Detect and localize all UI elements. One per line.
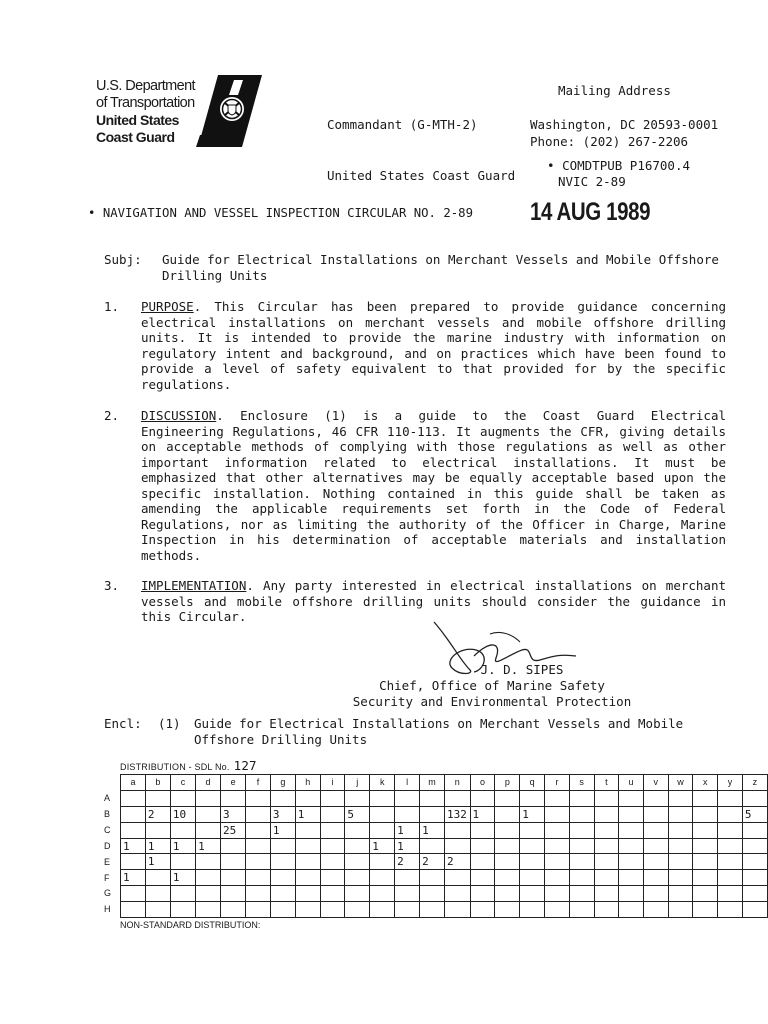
- distribution-row-label: F: [104, 872, 110, 883]
- distribution-cell: [545, 902, 570, 918]
- distribution-row-label: G: [104, 888, 112, 899]
- distribution-cell: [121, 854, 146, 870]
- distribution-cell: [270, 790, 295, 806]
- distribution-cell: [320, 870, 345, 886]
- distribution-cell: [545, 886, 570, 902]
- distribution-cell: [420, 886, 445, 902]
- distribution-cell: [594, 806, 619, 822]
- paragraph-heading: IMPLEMENTATION: [141, 578, 247, 593]
- distribution-cell: [295, 902, 320, 918]
- distribution-cell: [495, 806, 520, 822]
- distribution-cell: [420, 790, 445, 806]
- distribution-cell: 2: [445, 854, 471, 870]
- mailing-address: [530, 82, 718, 150]
- distribution-cell: [420, 902, 445, 918]
- paragraph-number: 1.: [104, 299, 120, 314]
- distribution-cell: [619, 822, 644, 838]
- distribution-cell: [742, 870, 767, 886]
- distribution-cell: [470, 822, 495, 838]
- distribution-cell: [594, 886, 619, 902]
- mailing-phone: Phone: (202) 267-2206: [530, 134, 689, 149]
- distribution-cell: [718, 854, 743, 870]
- distribution-column-header: i: [320, 775, 345, 791]
- distribution-column-header: b: [145, 775, 170, 791]
- distribution-cell: [545, 790, 570, 806]
- distribution-cell: [270, 838, 295, 854]
- distribution-cell: 10: [170, 806, 195, 822]
- distribution-cell: [470, 854, 495, 870]
- distribution-cell: [594, 838, 619, 854]
- enclosure-text: Guide for Electrical Installations on Merchant Vessels and Mobile Offshore Drilling Units: [194, 716, 684, 747]
- commandant-address: [327, 82, 515, 201]
- distribution-cell: [495, 870, 520, 886]
- distribution-cell: [718, 790, 743, 806]
- distribution-cell: [370, 822, 395, 838]
- distribution-label: DISTRIBUTION - SDL No.: [120, 762, 230, 772]
- distribution-cell: [520, 838, 545, 854]
- distribution-cell: [246, 902, 271, 918]
- distribution-cell: [221, 902, 246, 918]
- distribution-cell: [643, 822, 668, 838]
- distribution-cell: [145, 902, 170, 918]
- distribution-cell: [121, 790, 146, 806]
- distribution-cell: [520, 886, 545, 902]
- distribution-cell: [221, 854, 246, 870]
- distribution-cell: [495, 822, 520, 838]
- distribution-cell: [445, 838, 471, 854]
- distribution-cell: [246, 838, 271, 854]
- distribution-cell: [420, 838, 445, 854]
- distribution-cell: [718, 806, 743, 822]
- distribution-cell: [520, 870, 545, 886]
- distribution-cell: [495, 886, 520, 902]
- distribution-column-header: c: [170, 775, 195, 791]
- distribution-cell: [569, 854, 594, 870]
- distribution-cell: [246, 790, 271, 806]
- distribution-cell: [495, 790, 520, 806]
- paragraph-heading: DISCUSSION: [141, 408, 217, 423]
- distribution-row: [121, 854, 768, 870]
- sdl-number: 127: [233, 758, 257, 773]
- distribution-cell: [545, 854, 570, 870]
- distribution-cell: [545, 870, 570, 886]
- distribution-cell: [668, 870, 693, 886]
- distribution-column-header: f: [246, 775, 271, 791]
- distribution-cell: 3: [270, 806, 295, 822]
- distribution-column-header: j: [345, 775, 370, 791]
- distribution-table: [120, 774, 768, 918]
- distribution-cell: [545, 806, 570, 822]
- distribution-cell: [520, 790, 545, 806]
- distribution-row-label: D: [104, 840, 111, 851]
- distribution-cell: [196, 854, 221, 870]
- distribution-cell: [619, 838, 644, 854]
- distribution-cell: 25: [221, 822, 246, 838]
- distribution-cell: [643, 870, 668, 886]
- commandant-line-1: Commandant (G-MTH-2): [327, 117, 478, 132]
- distribution-cell: [643, 806, 668, 822]
- distribution-cell: [693, 902, 718, 918]
- distribution-cell: [520, 854, 545, 870]
- distribution-column-header: h: [295, 775, 320, 791]
- distribution-cell: 1: [270, 822, 295, 838]
- distribution-cell: 3: [221, 806, 246, 822]
- bullet-mark: •: [88, 206, 103, 220]
- distribution-cell: [221, 886, 246, 902]
- distribution-row-label: E: [104, 856, 111, 867]
- distribution-row: [121, 822, 768, 838]
- distribution-cell: [221, 870, 246, 886]
- distribution-cell: [170, 886, 195, 902]
- distribution-cell: [668, 886, 693, 902]
- distribution-cell: [320, 838, 345, 854]
- distribution-cell: [370, 806, 395, 822]
- distribution-column-header: l: [395, 775, 420, 791]
- distribution-cell: [594, 790, 619, 806]
- agency-line-1: U.S. Department: [96, 78, 195, 94]
- distribution-cell: [221, 790, 246, 806]
- distribution-cell: [495, 838, 520, 854]
- distribution-cell: [320, 854, 345, 870]
- distribution-cell: [345, 790, 370, 806]
- subject-label: Subj:: [104, 252, 142, 267]
- distribution-cell: [693, 822, 718, 838]
- distribution-title: [120, 758, 257, 773]
- distribution-cell: [345, 822, 370, 838]
- distribution-cell: [643, 902, 668, 918]
- distribution-cell: [445, 790, 471, 806]
- distribution-cell: [145, 822, 170, 838]
- distribution-cell: [693, 870, 718, 886]
- distribution-cell: [221, 838, 246, 854]
- distribution-cell: 1: [145, 854, 170, 870]
- distribution-cell: [370, 902, 395, 918]
- distribution-cell: [320, 790, 345, 806]
- distribution-cell: [495, 902, 520, 918]
- distribution-cell: [145, 870, 170, 886]
- bullet-mark: •: [547, 158, 563, 173]
- distribution-cell: [693, 854, 718, 870]
- distribution-cell: [693, 838, 718, 854]
- distribution-cell: [594, 854, 619, 870]
- distribution-header-row: [121, 775, 768, 791]
- paragraph-body: . Enclosure (1) is a guide to the Coast Guard Electrical Engineering Regulations, 46 CFR 110-113. It augments the CFR, giving details on acceptable methods of complying with those regulations as well as other important information related to electrical installations. It must be emphasized that other alternatives may be equally acceptable based upon the specific installation. Nothing contained in this guide shall be taken as amending the applicable requirements set forth in the Code of Federal Regulations, nor as limiting the authority of the Officer in Charge, Marine Inspection in his determination of acceptable materials and installation methods.: [141, 408, 726, 563]
- distribution-cell: 1: [145, 838, 170, 854]
- distribution-cell: 1: [295, 806, 320, 822]
- distribution-cell: [742, 886, 767, 902]
- distribution-row-labels: [104, 791, 111, 918]
- signer-title-1: Chief, Office of Marine Safety: [379, 678, 605, 693]
- enclosure-label: Encl:: [104, 716, 142, 731]
- distribution-cell: [569, 822, 594, 838]
- distribution-cell: [742, 822, 767, 838]
- distribution-cell: [246, 870, 271, 886]
- distribution-cell: [668, 854, 693, 870]
- distribution-row: [121, 886, 768, 902]
- distribution-column-header: t: [594, 775, 619, 791]
- distribution-cell: [569, 870, 594, 886]
- distribution-column-header: z: [742, 775, 767, 791]
- circular-date: 14 AUG 1989: [530, 198, 651, 226]
- distribution-cell: [693, 790, 718, 806]
- distribution-cell: [145, 790, 170, 806]
- distribution-cell: [693, 886, 718, 902]
- distribution-cell: [196, 902, 221, 918]
- distribution-cell: [196, 790, 221, 806]
- agency-line-4: Coast Guard: [96, 129, 175, 145]
- distribution-cell: 2: [395, 854, 420, 870]
- distribution-cell: [742, 854, 767, 870]
- distribution-cell: [345, 886, 370, 902]
- distribution-row-label: B: [104, 808, 111, 819]
- distribution-row-label: H: [104, 904, 111, 915]
- publication-number: [547, 158, 690, 190]
- distribution-cell: [594, 822, 619, 838]
- distribution-cell: [395, 806, 420, 822]
- distribution-cell: [668, 902, 693, 918]
- distribution-cell: [668, 790, 693, 806]
- distribution-cell: [395, 902, 420, 918]
- distribution-cell: [619, 790, 644, 806]
- distribution-cell: [520, 902, 545, 918]
- distribution-cell: [643, 886, 668, 902]
- distribution-cell: [295, 838, 320, 854]
- distribution-row: [121, 790, 768, 806]
- distribution-cell: [569, 886, 594, 902]
- distribution-cell: 1: [520, 806, 545, 822]
- distribution-cell: 1: [470, 806, 495, 822]
- distribution-cell: [320, 822, 345, 838]
- distribution-column-header: q: [520, 775, 545, 791]
- distribution-cell: [643, 854, 668, 870]
- distribution-column-header: p: [495, 775, 520, 791]
- distribution-cell: [619, 886, 644, 902]
- nvic-number: NVIC 2-89: [558, 174, 626, 189]
- distribution-cell: 1: [420, 822, 445, 838]
- distribution-column-header: r: [545, 775, 570, 791]
- distribution-cell: 1: [170, 838, 195, 854]
- distribution-cell: 2: [420, 854, 445, 870]
- distribution-cell: 1: [121, 870, 146, 886]
- distribution-cell: [246, 822, 271, 838]
- distribution-row: [121, 902, 768, 918]
- commandant-line-2: United States Coast Guard: [327, 168, 516, 183]
- distribution-column-header: o: [470, 775, 495, 791]
- distribution-cell: [718, 838, 743, 854]
- distribution-cell: [270, 886, 295, 902]
- distribution-cell: [270, 902, 295, 918]
- paragraph-body: . Any party interested in electrical installations on merchant vessels and mobile offshore drilling units should consider the guidance in this Circular.: [141, 578, 726, 624]
- distribution-cell: [295, 822, 320, 838]
- distribution-column-header: g: [270, 775, 295, 791]
- distribution-cell: [295, 886, 320, 902]
- mailing-label: Mailing Address: [558, 83, 671, 98]
- distribution-cell: [742, 790, 767, 806]
- distribution-cell: [196, 870, 221, 886]
- distribution-cell: 1: [395, 822, 420, 838]
- distribution-cell: [420, 806, 445, 822]
- distribution-column-header: m: [420, 775, 445, 791]
- comdtpub-number: COMDTPUB P16700.4: [562, 158, 690, 173]
- distribution-column-header: k: [370, 775, 395, 791]
- distribution-cell: [121, 806, 146, 822]
- distribution-column-header: n: [445, 775, 471, 791]
- distribution-cell: [470, 902, 495, 918]
- distribution-cell: [470, 870, 495, 886]
- coast-guard-emblem-icon: [196, 75, 262, 147]
- distribution-cell: 1: [196, 838, 221, 854]
- distribution-column-header: s: [569, 775, 594, 791]
- distribution-cell: [196, 822, 221, 838]
- distribution-cell: [668, 838, 693, 854]
- distribution-cell: [145, 886, 170, 902]
- paragraph-number: 3.: [104, 578, 120, 593]
- distribution-row: [121, 838, 768, 854]
- distribution-cell: [345, 902, 370, 918]
- distribution-cell: [121, 902, 146, 918]
- distribution-cell: 1: [395, 838, 420, 854]
- distribution-cell: [370, 790, 395, 806]
- enclosure-number: (1): [158, 716, 181, 731]
- distribution-cell: [718, 822, 743, 838]
- circular-title-text: NAVIGATION AND VESSEL INSPECTION CIRCULAR NO. 2-89: [102, 206, 473, 220]
- distribution-cell: [520, 822, 545, 838]
- distribution-row-label: A: [104, 793, 111, 803]
- non-standard-distribution: NON-STANDARD DISTRIBUTION:: [120, 920, 261, 930]
- distribution-cell: [246, 806, 271, 822]
- distribution-column-header: d: [196, 775, 221, 791]
- distribution-row-label: C: [104, 824, 111, 835]
- distribution-cell: [742, 902, 767, 918]
- distribution-column-header: y: [718, 775, 743, 791]
- distribution-cell: 5: [345, 806, 370, 822]
- distribution-cell: [643, 790, 668, 806]
- distribution-cell: [445, 870, 471, 886]
- distribution-cell: [693, 806, 718, 822]
- mailing-city: Washington, DC 20593-0001: [530, 117, 719, 132]
- distribution-cell: [370, 886, 395, 902]
- distribution-cell: 1: [370, 838, 395, 854]
- distribution-column-header: a: [121, 775, 146, 791]
- distribution-cell: [121, 886, 146, 902]
- distribution-cell: [470, 886, 495, 902]
- paragraph-number: 2.: [104, 408, 120, 423]
- distribution-cell: [594, 870, 619, 886]
- signer-block: [352, 662, 632, 710]
- signer-name: J. D. SIPES: [480, 662, 564, 677]
- distribution-cell: [569, 902, 594, 918]
- distribution-cell: [395, 886, 420, 902]
- distribution-cell: [170, 902, 195, 918]
- signer-title-2: Security and Environmental Protection: [352, 694, 632, 709]
- distribution-cell: [170, 854, 195, 870]
- distribution-cell: [619, 902, 644, 918]
- distribution-cell: [594, 902, 619, 918]
- distribution-cell: [718, 902, 743, 918]
- distribution-cell: [121, 822, 146, 838]
- distribution-row: [121, 870, 768, 886]
- distribution-cell: [395, 790, 420, 806]
- distribution-cell: [445, 902, 471, 918]
- circular-title: [88, 206, 473, 220]
- paragraph-text: [141, 408, 726, 563]
- paragraph-heading: PURPOSE: [141, 299, 194, 314]
- paragraph-text: [141, 299, 726, 392]
- distribution-cell: 1: [121, 838, 146, 854]
- distribution-column-header: v: [643, 775, 668, 791]
- distribution-cell: [345, 870, 370, 886]
- distribution-column-header: x: [693, 775, 718, 791]
- distribution-cell: [196, 886, 221, 902]
- distribution-column-header: e: [221, 775, 246, 791]
- distribution-cell: [320, 886, 345, 902]
- distribution-cell: 5: [742, 806, 767, 822]
- distribution-cell: [196, 806, 221, 822]
- distribution-cell: [170, 790, 195, 806]
- distribution-cell: [295, 854, 320, 870]
- distribution-column-header: w: [668, 775, 693, 791]
- distribution-cell: [445, 886, 471, 902]
- distribution-cell: [569, 790, 594, 806]
- distribution-cell: [445, 822, 471, 838]
- distribution-cell: [545, 822, 570, 838]
- distribution-cell: [668, 822, 693, 838]
- distribution-cell: [470, 838, 495, 854]
- distribution-cell: 1: [170, 870, 195, 886]
- distribution-cell: [320, 806, 345, 822]
- distribution-cell: [619, 806, 644, 822]
- distribution-cell: [619, 854, 644, 870]
- distribution-cell: [270, 870, 295, 886]
- distribution-cell: 2: [145, 806, 170, 822]
- distribution-cell: [643, 838, 668, 854]
- distribution-cell: [742, 838, 767, 854]
- distribution-cell: [470, 790, 495, 806]
- distribution-cell: [718, 870, 743, 886]
- agency-line-2: of Transportation: [96, 95, 195, 111]
- paragraph-text: [141, 578, 726, 625]
- distribution-cell: 132: [445, 806, 471, 822]
- distribution-cell: [246, 854, 271, 870]
- distribution-cell: [295, 790, 320, 806]
- agency-line-3: United States: [96, 112, 179, 128]
- distribution-column-header: u: [619, 775, 644, 791]
- distribution-cell: [295, 870, 320, 886]
- distribution-cell: [668, 806, 693, 822]
- distribution-cell: [170, 822, 195, 838]
- distribution-cell: [370, 870, 395, 886]
- distribution-cell: [569, 838, 594, 854]
- distribution-cell: [246, 886, 271, 902]
- distribution-body: [121, 790, 768, 917]
- distribution-cell: [345, 854, 370, 870]
- distribution-cell: [345, 838, 370, 854]
- distribution-cell: [395, 870, 420, 886]
- distribution-cell: [569, 806, 594, 822]
- distribution-cell: [545, 838, 570, 854]
- distribution-row: [121, 806, 768, 822]
- distribution-cell: [320, 902, 345, 918]
- distribution-cell: [370, 854, 395, 870]
- distribution-cell: [420, 870, 445, 886]
- distribution-cell: [495, 854, 520, 870]
- distribution-cell: [619, 870, 644, 886]
- distribution-cell: [270, 854, 295, 870]
- paragraph-body: . This Circular has been prepared to provide guidance concerning electrical installations on merchant vessels and mobile offshore drilling units. It is intended to provide the marine industry with information on regulatory intent and background, and on practices which have been found to provide a level of safety equivalent to that provided for by the specific regulations.: [141, 299, 726, 392]
- distribution-cell: [718, 886, 743, 902]
- subject-text: Guide for Electrical Installations on Merchant Vessels and Mobile Offshore Drilling Units: [162, 252, 719, 283]
